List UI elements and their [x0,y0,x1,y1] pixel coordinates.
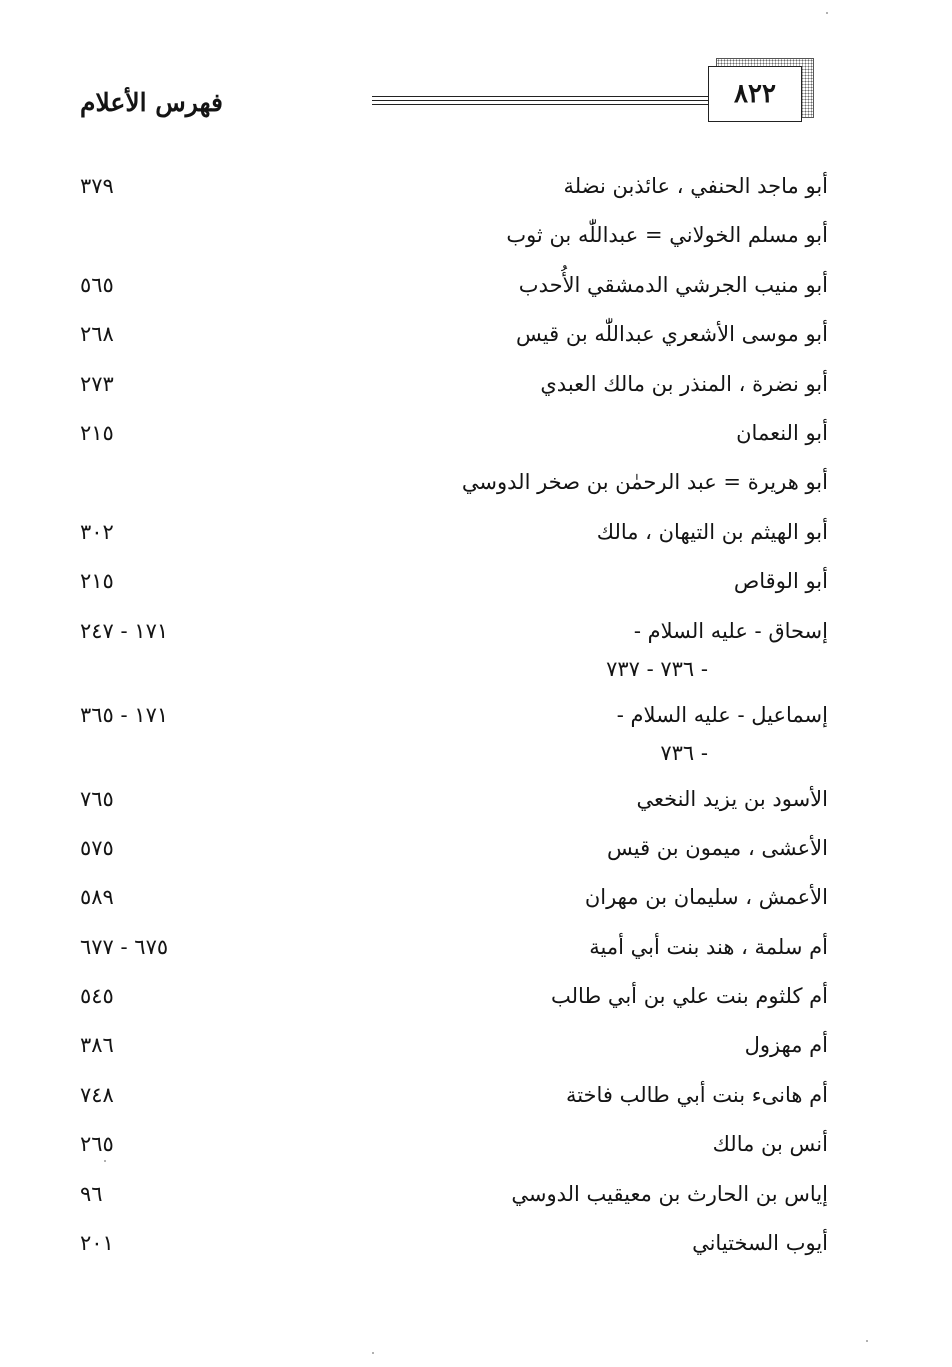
entry-name: إياس بن الحارث بن معيقيب الدوسي [511,1181,828,1206]
entry-name: أم سلمة ، هند بنت أبي أمية [589,934,828,959]
index-entry [0,1022,952,1071]
index-entry [0,212,952,261]
entry-pages: ٢٦٥ [80,1132,114,1157]
index-entry [0,924,952,973]
entry-name: أبو النعمان [736,420,828,445]
entry-name: أبو موسى الأشعري عبداللّٰه بن قيس [516,322,828,347]
index-entry [0,459,952,508]
entry-pages: ٥٤٥ [80,984,114,1009]
entry-name: أم كلثوم بنت علي بن أبي طالب [551,984,828,1009]
entry-pages: ٣٨٦ [80,1033,114,1058]
entry-pages: ٥٧٥ [80,835,114,860]
index-entry [0,410,952,459]
entry-name: أبو الهيثم بن التيهان ، مالك [596,519,828,544]
entry-name: إسماعيل - عليه السلام - [616,702,828,727]
entry-pages-continuation: - ٧٣٦ [660,740,708,765]
index-entry [0,509,952,558]
entry-name: أبو مسلم الخولاني = عبداللّٰه بن ثوب [506,223,828,248]
entry-name: الأعشى ، ميمون بن قيس [606,835,828,860]
scan-speck [826,12,828,14]
header-rule [372,104,708,105]
entry-name: الأسود بن يزيد النخعي [636,786,828,811]
index-entry [0,1072,952,1121]
entry-pages: ٢٠١ [80,1231,114,1256]
index-entry [0,1220,952,1269]
entry-name: أبو نضرة ، المنذر بن مالك العبدي [540,371,828,396]
entry-name: أبو هريرة = عبد الرحمٰن بن صخر الدوسي [461,470,828,495]
entry-pages-continuation: - ٧٣٦ - ٧٣٧ [606,656,708,681]
entry-name: أنس بن مالك [712,1132,828,1157]
index-entry [0,608,952,692]
index-entry [0,1171,952,1220]
entry-pages: ٩٦ [80,1181,103,1206]
entry-name: أبو الوقاص [733,569,828,594]
index-entry [0,776,952,825]
index-entry [0,361,952,410]
entry-pages: ٣٠٢ [80,519,114,544]
entry-name: أبو منيب الجرشي الدمشقي الأُحدب [518,272,828,297]
entry-name: إسحاق - عليه السلام - [633,618,828,643]
scan-speck [372,1352,374,1354]
scan-speck [866,1340,868,1342]
entry-pages: ٥٨٩ [80,885,114,910]
entry-pages: ١٧١ - ٣٦٥ [80,702,169,727]
entry-pages: ٦٧٥ - ٦٧٧ [80,934,169,959]
index-entry [0,262,952,311]
scan-speck [104,1160,106,1162]
index-entry [0,163,952,212]
index-entry [0,825,952,874]
index-entry [0,558,952,607]
entry-pages: ٧٤٨ [80,1082,114,1107]
entry-name: أم هانىء بنت أبي طالب فاختة [565,1082,828,1107]
entry-pages: ٣٧٩ [80,174,114,198]
index-entry [0,874,952,923]
entry-name: أم مهزول [744,1033,828,1058]
page-number-box [708,66,802,122]
entry-pages: ١٧١ - ٢٤٧ [80,618,169,643]
index-entry [0,692,952,776]
entry-name: أيوب السختياني [692,1231,828,1256]
header-rule [372,100,708,101]
header-rule [372,96,708,97]
entry-pages: ٢١٥ [80,420,114,445]
index-entries [0,163,952,1269]
entry-name: أبو ماجد الحنفي ، عائذبن نضلة [563,174,828,198]
index-entry [0,1121,952,1170]
page-number: ٨٢٢ [734,79,776,109]
entry-pages: ٢٦٨ [80,322,114,347]
index-title: فهرس الأعلام [80,88,224,117]
entry-pages: ٥٦٥ [80,272,114,297]
entry-pages: ٢١٥ [80,569,114,594]
index-entry [0,311,952,360]
entry-pages: ٢٧٣ [80,371,114,396]
entry-name: الأعمش ، سليمان بن مهران [584,885,828,910]
entry-pages: ٧٦٥ [80,786,114,811]
index-entry [0,973,952,1022]
